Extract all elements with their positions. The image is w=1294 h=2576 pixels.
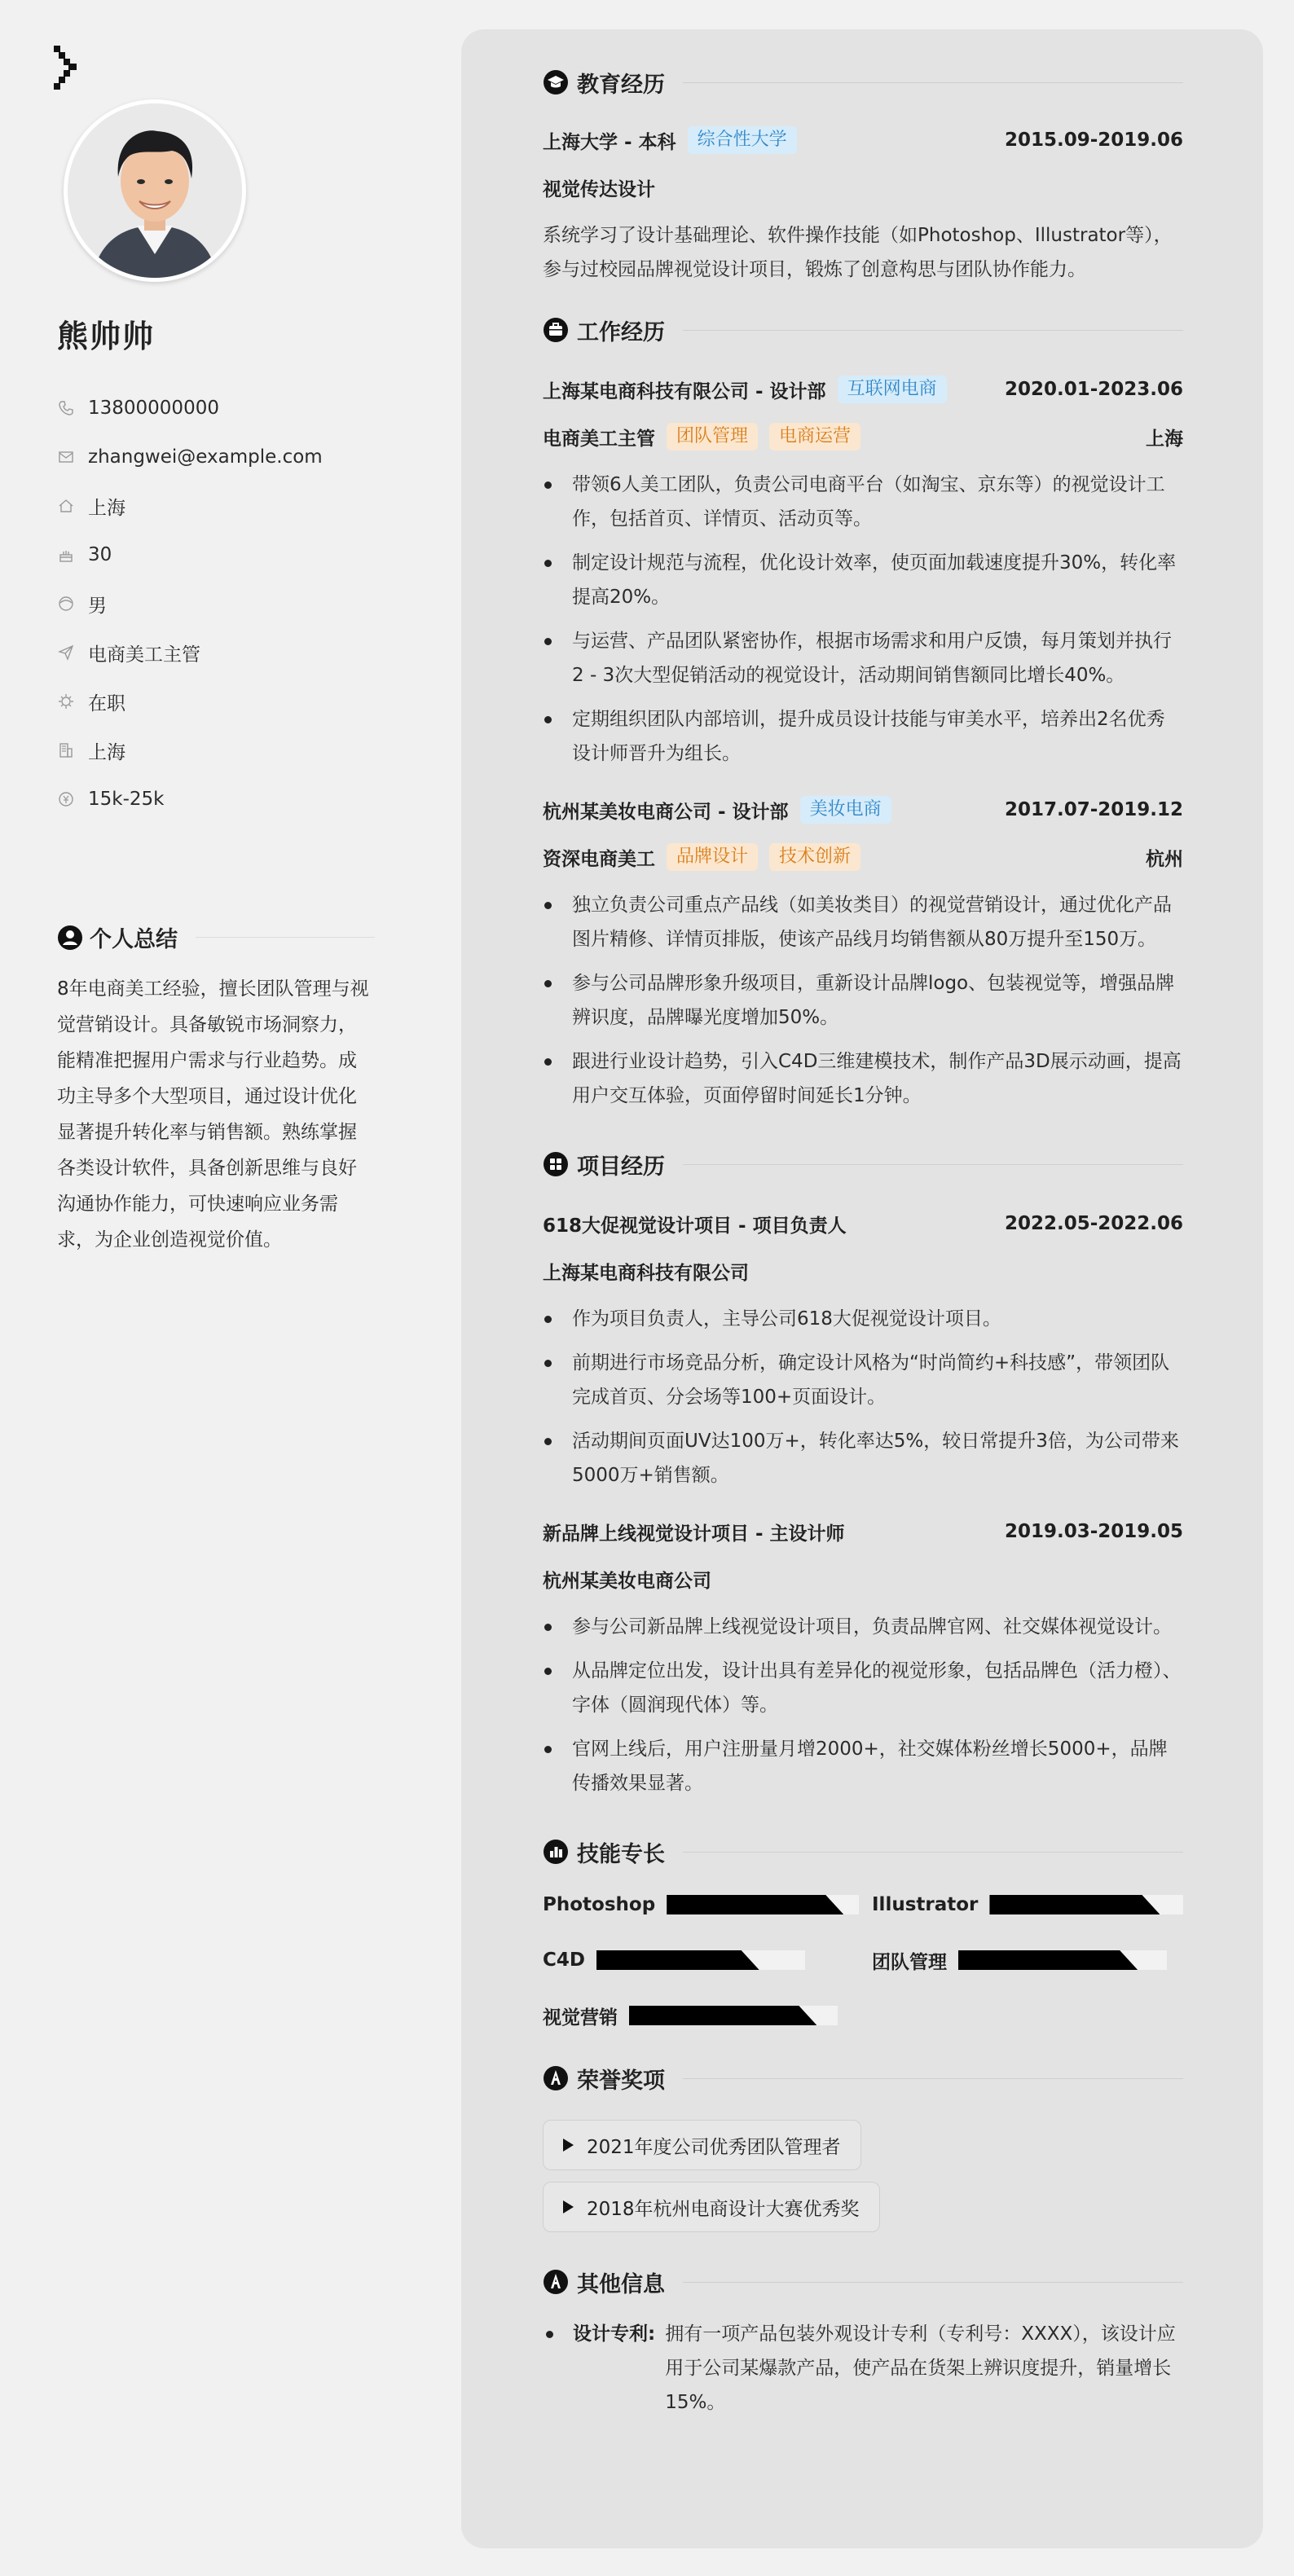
skill-fill — [629, 2006, 816, 2025]
resume-main-card — [461, 29, 1263, 2548]
other-value: 拥有一项产品包装外观设计专利（专利号：XXXX），该设计应用于公司某爆款产品，使产品在货架上辨识度提升，销量增长15%。 — [665, 2323, 1176, 2413]
contact-age — [57, 530, 375, 579]
project-org-row — [543, 1559, 1183, 1598]
gender-icon — [57, 595, 75, 613]
divider — [196, 937, 375, 938]
divider — [683, 1164, 1183, 1165]
job-company: 杭州某美妆电商公司 - 设计部 — [543, 801, 789, 823]
skill-item — [872, 1885, 1183, 1924]
job-entry — [543, 790, 1183, 1113]
project-row — [543, 1204, 1183, 1243]
education-row — [543, 121, 1183, 160]
education-desc: 系统学习了设计基础理论、软件操作技能（如Photoshop、Illustrator等），参与过校园品牌视觉设计项目，锻炼了创意构思与团队协作能力。 — [543, 225, 1173, 280]
other-item — [543, 2317, 1183, 2420]
list-item: 活动期间页面UV达100万+，转化率达5%，较日常提升3倍，为公司带来5000万+销售额。 — [543, 1424, 1183, 1492]
project-date: 2022.05-2022.06 — [1004, 1213, 1183, 1234]
list-item: 官网上线后，用户注册量月增2000+，社交媒体粉丝增长5000+，品牌传播效果显著。 — [543, 1732, 1183, 1800]
contact-text: 15k-25k — [88, 789, 165, 810]
industry-tag: 美妆电商 — [800, 796, 891, 824]
skill-bar — [629, 2006, 838, 2025]
awards-title: 荣誉奖项 — [577, 2068, 665, 2094]
building-icon — [57, 741, 75, 759]
profile-sidebar — [57, 46, 375, 1258]
candidate-name: 熊帅帅 — [57, 319, 156, 354]
education-title: 教育经历 — [577, 72, 665, 98]
job-company: 上海某电商科技有限公司 - 设计部 — [543, 380, 826, 402]
job-date: 2020.01-2023.06 — [1004, 379, 1183, 400]
bullet-dot — [546, 2331, 553, 2338]
project-name: 618大促视觉设计项目 - 项目负责人 — [543, 1215, 847, 1237]
education-header — [543, 62, 1183, 103]
cake-icon — [57, 546, 75, 564]
work-title: 工作经历 — [577, 319, 665, 345]
school-tag: 综合性大学 — [688, 126, 797, 154]
job-city: 上海 — [1146, 428, 1183, 450]
award-text: 2018年杭州电商设计大赛优秀奖 — [587, 2198, 860, 2220]
skills-grid — [543, 1885, 1183, 2035]
summary-title: 个人总结 — [90, 927, 178, 952]
grid-icon — [543, 1151, 569, 1177]
list-item: 带领6人美工团队，负责公司电商平台（如淘宝、京东等）的视觉设计工作，包括首页、详情页、活动页等。 — [543, 468, 1183, 536]
contact-home — [57, 481, 375, 530]
skill-fill — [596, 1950, 759, 1970]
list-item: 跟进行业设计趋势，引入C4D三维建模技术，制作产品3D展示动画，提高用户交互体验，页面停留时间延长1分钟。 — [543, 1044, 1183, 1113]
skill-item — [543, 1996, 872, 2035]
skill-fill — [958, 1950, 1138, 1970]
skill-name: C4D — [543, 1950, 585, 1971]
project-row — [543, 1512, 1183, 1551]
education-entry — [543, 121, 1183, 287]
contact-text: 上海 — [88, 741, 125, 763]
list-item: 与运营、产品团队紧密协作，根据市场需求和用户反馈，每月策划并执行2 - 3次大型促销活动的视觉设计，活动期间销售额同比增长40%。 — [543, 624, 1183, 692]
skill-fill — [667, 1895, 843, 1914]
job-entry — [543, 370, 1183, 771]
job-role-row — [543, 837, 1183, 877]
contact-city — [57, 726, 375, 775]
skill-item — [543, 1941, 872, 1980]
list-item: 独立负责公司重点产品线（如美妆类目）的视觉营销设计，通过优化产品图片精修、详情页排版，使该产品线月均销售额从80万提升至150万。 — [543, 888, 1183, 956]
info-icon — [543, 2269, 569, 2295]
projects-title: 项目经历 — [577, 1154, 665, 1180]
award-item[interactable] — [543, 2182, 880, 2232]
contact-salary — [57, 775, 375, 824]
skills-title: 技能专长 — [577, 1841, 665, 1867]
logo-icon — [54, 46, 86, 95]
contact-text: 13800000000 — [88, 398, 219, 419]
contact-list — [57, 384, 375, 824]
contact-text: 30 — [88, 544, 112, 565]
divider — [683, 82, 1183, 83]
school-name: 上海大学 - 本科 — [543, 131, 676, 153]
skill-bar — [989, 1895, 1183, 1914]
job-city: 杭州 — [1146, 848, 1183, 870]
awards-header — [543, 2058, 1183, 2099]
project-date: 2019.03-2019.05 — [1004, 1521, 1183, 1542]
skill-bar — [667, 1895, 859, 1914]
caret-right-icon — [563, 2139, 574, 2152]
status-icon — [57, 692, 75, 710]
project-entry — [543, 1512, 1183, 1800]
summary-text: 8年电商美工经验，擅长团队管理与视觉营销设计。具备敏锐市场洞察力，能精准把握用户需求与行业趋势。成功主导多个大型项目，通过设计优化显著提升转化率与销售额。熟练掌握各类设计软件，具备创新思维与良好沟通协作能力，可快速响应业务需求，为企业创造视觉价值。 — [57, 978, 369, 1251]
project-name: 新品牌上线视觉设计项目 - 主设计师 — [543, 1523, 845, 1545]
home-icon — [57, 497, 75, 515]
resume-content — [543, 62, 1183, 2420]
contact-text: 上海 — [88, 497, 125, 519]
caret-right-icon — [563, 2200, 574, 2213]
summary-header — [57, 921, 375, 953]
other-header — [543, 2262, 1183, 2302]
project-entry — [543, 1204, 1183, 1492]
award-text: 2021年度公司优秀团队管理者 — [587, 2136, 841, 2158]
list-item: 参与公司品牌形象升级项目，重新设计品牌logo、包装视觉等，增强品牌辨识度，品牌曝光度增加50%。 — [543, 966, 1183, 1035]
user-icon — [57, 925, 83, 951]
award-item[interactable] — [543, 2120, 861, 2170]
avatar — [64, 99, 246, 282]
contact-text: 男 — [88, 595, 107, 617]
list-item: 定期组织团队内部培训，提升成员设计技能与审美水平，培养出2名优秀设计师晋升为组长。 — [543, 702, 1183, 771]
job-company-row — [543, 370, 1183, 409]
salary-icon — [57, 790, 75, 808]
skill-name: 团队管理 — [872, 1951, 947, 1973]
major: 视觉传达设计 — [543, 178, 655, 200]
project-bullets — [543, 1302, 1183, 1492]
divider — [683, 2078, 1183, 2079]
project-bullets — [543, 1610, 1183, 1800]
briefcase-icon — [543, 317, 569, 343]
skill-item — [543, 1885, 872, 1924]
list-item: 前期进行市场竞品分析，确定设计风格为“时尚简约+科技感”，带领团队完成首页、分会场等100+页面设计。 — [543, 1346, 1183, 1414]
contact-text: 在职 — [88, 692, 125, 714]
role-tag: 团队管理 — [667, 423, 758, 451]
skill-item — [872, 1941, 1183, 1980]
divider — [683, 1852, 1183, 1853]
other-key: 设计专利: — [573, 2323, 656, 2345]
skill-fill — [989, 1895, 1160, 1914]
skill-name: 视觉营销 — [543, 2007, 618, 2029]
send-icon — [57, 644, 75, 662]
work-header — [543, 310, 1183, 350]
graduation-cap-icon — [543, 69, 569, 95]
job-role: 电商美工主管 — [543, 428, 655, 450]
contact-text: 电商美工主管 — [88, 644, 200, 666]
other-title: 其他信息 — [577, 2271, 665, 2297]
divider — [683, 2282, 1183, 2283]
skills-header — [543, 1831, 1183, 1872]
role-tag: 技术创新 — [769, 843, 860, 871]
phone-icon — [57, 399, 75, 417]
skill-name: Photoshop — [543, 1894, 656, 1915]
major-row — [543, 168, 1183, 207]
contact-position — [57, 628, 375, 677]
bar-chart-icon — [543, 1839, 569, 1865]
job-company-row — [543, 790, 1183, 829]
divider — [683, 330, 1183, 331]
projects-header — [543, 1144, 1183, 1185]
project-org-row — [543, 1251, 1183, 1290]
list-item: 从品牌定位出发，设计出具有差异化的视觉形象，包括品牌色（活力橙）、字体（圆润现代体）等。 — [543, 1654, 1183, 1722]
awards-list — [543, 2120, 1183, 2244]
list-item: 作为项目负责人，主导公司618大促视觉设计项目。 — [543, 1302, 1183, 1336]
contact-text: zhangwei@example.com — [88, 446, 323, 468]
list-item: 制定设计规范与流程，优化设计效率，使页面加载速度提升30%，转化率提高20%。 — [543, 546, 1183, 614]
project-org: 上海某电商科技有限公司 — [543, 1262, 749, 1284]
contact-gender — [57, 579, 375, 628]
avatar-portrait — [68, 103, 242, 278]
skill-bar — [596, 1950, 805, 1970]
award-icon — [543, 2065, 569, 2091]
contact-status — [57, 677, 375, 726]
job-role: 资深电商美工 — [543, 848, 655, 870]
contact-email — [57, 433, 375, 481]
contact-phone — [57, 384, 375, 433]
project-org: 杭州某美妆电商公司 — [543, 1570, 711, 1592]
education-date: 2015.09-2019.06 — [1004, 130, 1183, 151]
job-bullets — [543, 888, 1183, 1113]
skill-name: Illustrator — [872, 1894, 979, 1915]
industry-tag: 互联网电商 — [838, 376, 947, 403]
skill-bar — [958, 1950, 1167, 1970]
job-date: 2017.07-2019.12 — [1004, 799, 1183, 820]
mail-icon — [57, 448, 75, 466]
role-tag: 电商运营 — [769, 423, 860, 451]
job-bullets — [543, 468, 1183, 771]
list-item: 参与公司新品牌上线视觉设计项目，负责品牌官网、社交媒体视觉设计。 — [543, 1610, 1183, 1644]
job-role-row — [543, 417, 1183, 456]
role-tag: 品牌设计 — [667, 843, 758, 871]
